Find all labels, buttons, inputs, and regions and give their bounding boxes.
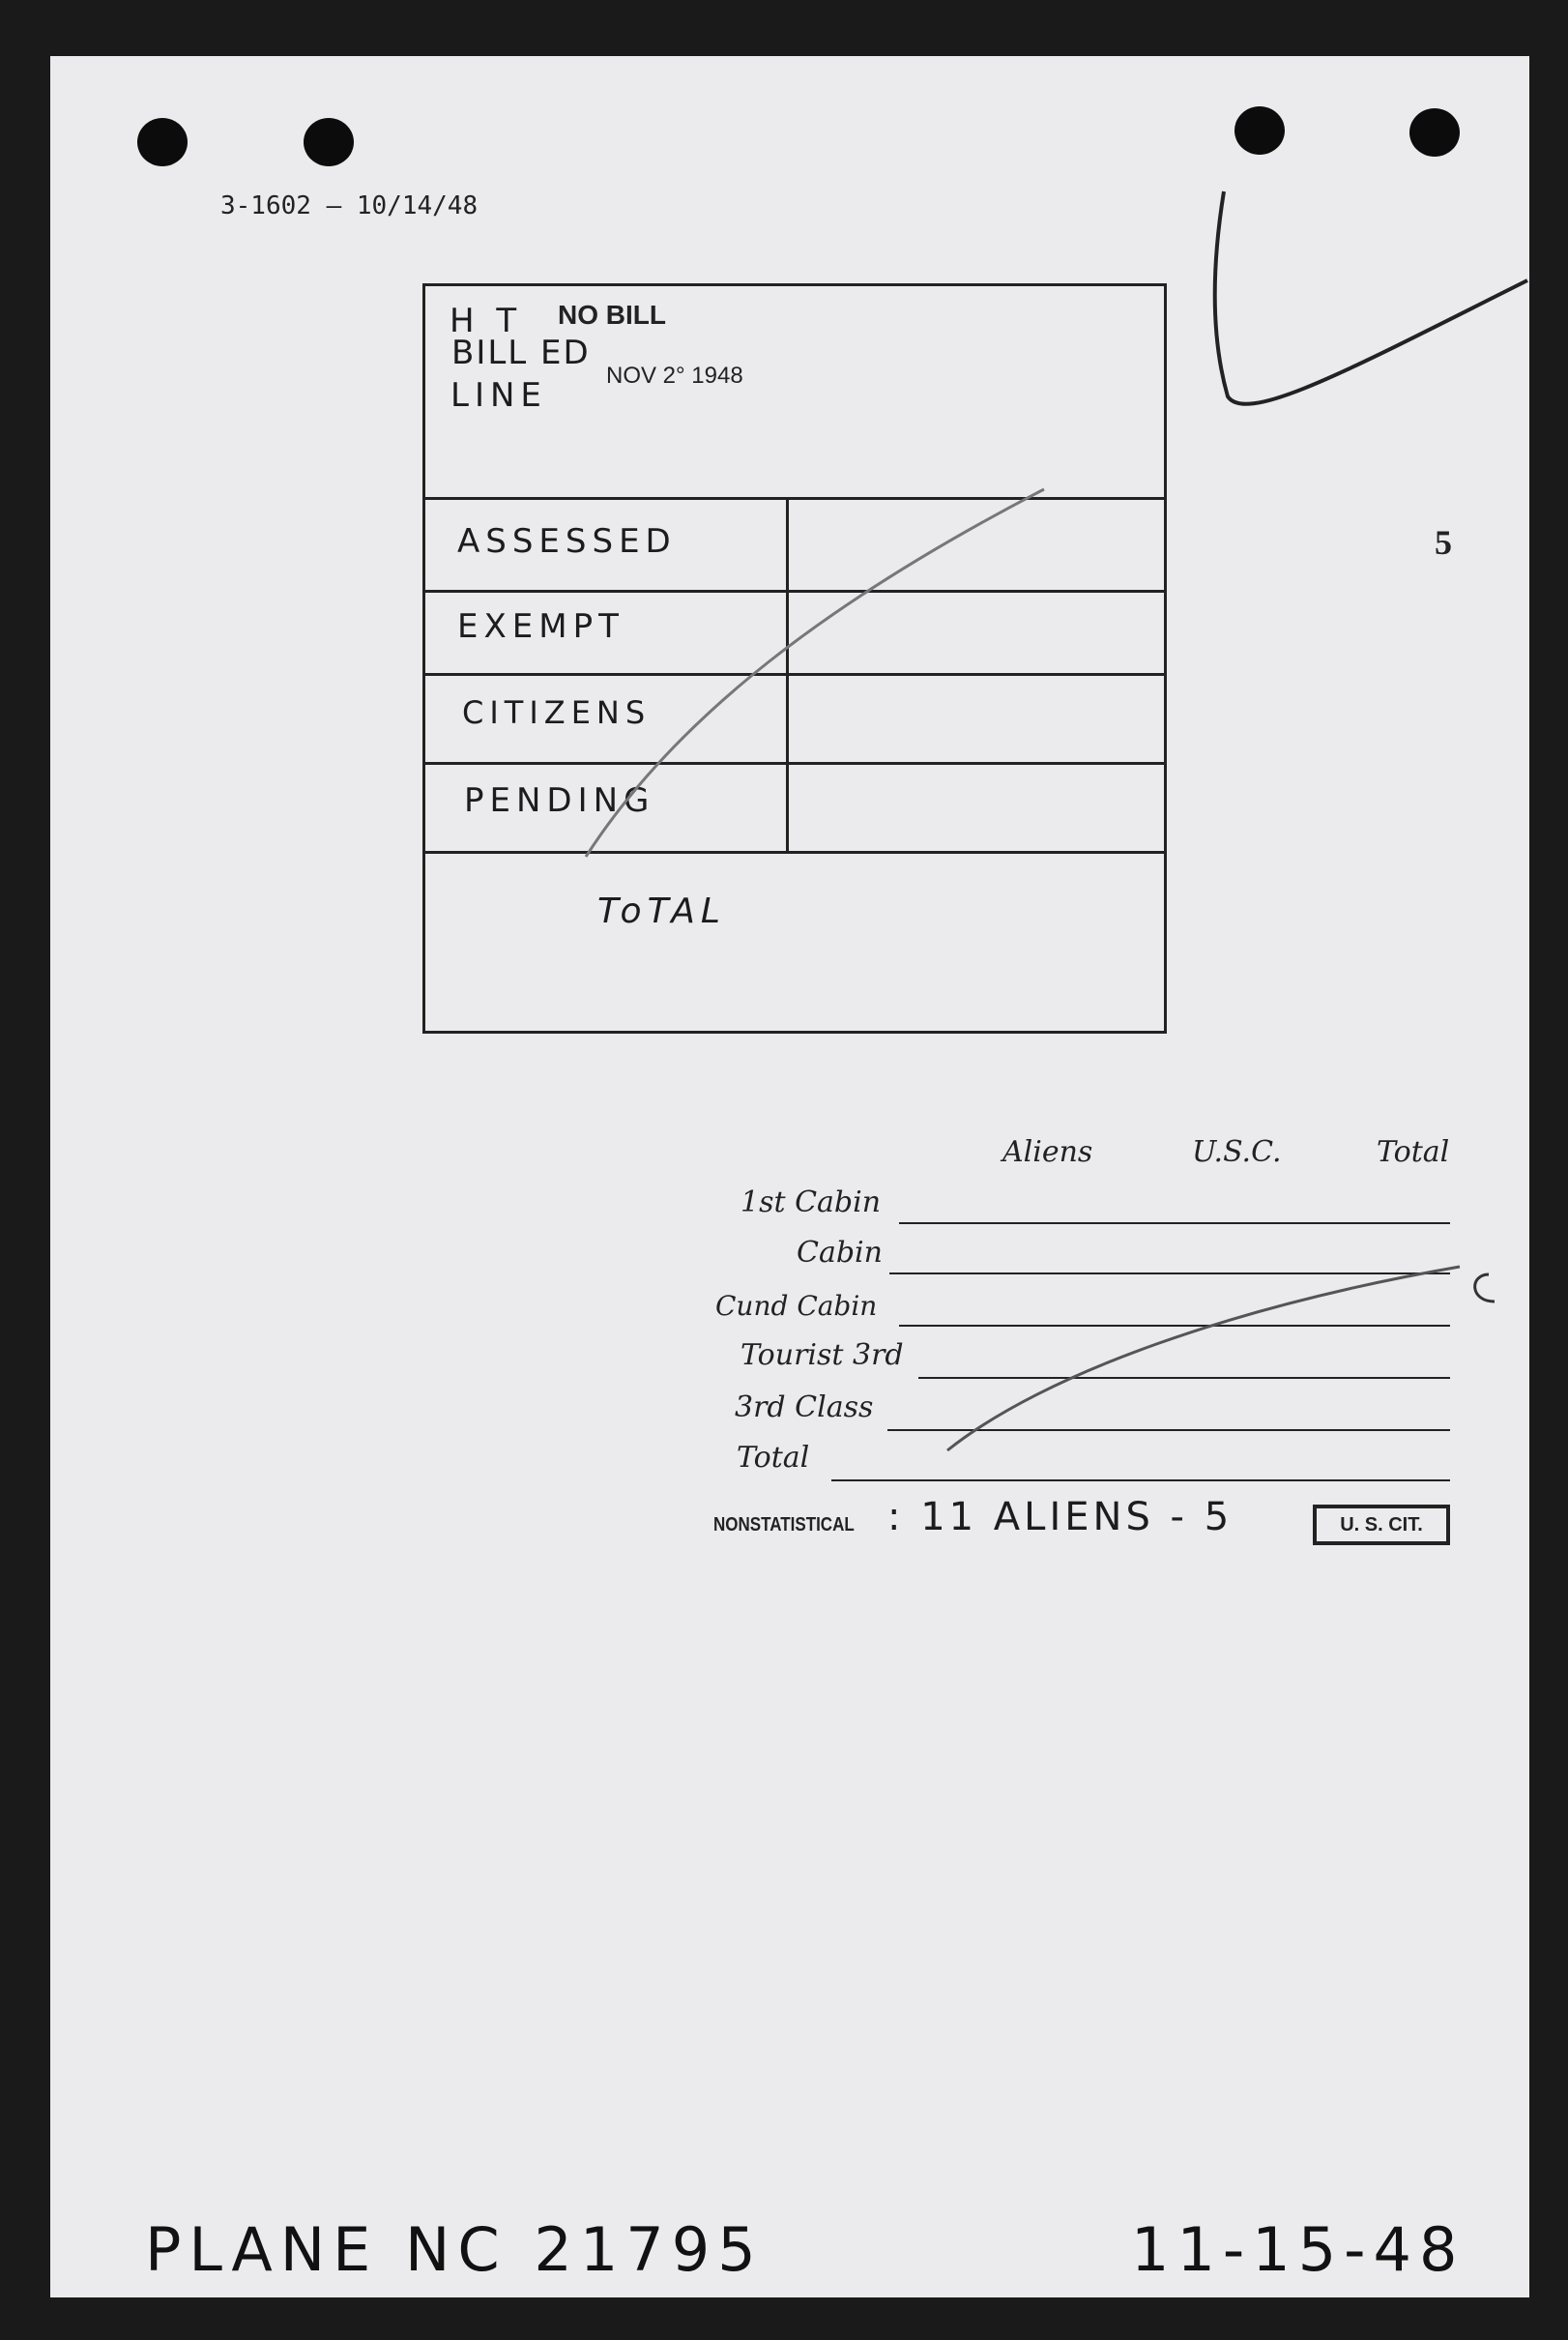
plane-number: PLANE NC 21795 bbox=[145, 2214, 764, 2285]
row-total: Total bbox=[737, 1441, 810, 1475]
box-line-billed: BILL ED bbox=[451, 334, 591, 372]
column-usc: U.S.C. bbox=[1192, 1135, 1282, 1169]
file-number: 3-1602 — 10/14/48 bbox=[220, 191, 479, 220]
row-exempt: EXEMPT bbox=[457, 607, 624, 646]
page-number: 5 bbox=[1435, 523, 1452, 562]
box-slash-stroke bbox=[586, 489, 1044, 857]
row-citizens: CITIZENS bbox=[462, 694, 652, 731]
total-label: ToTAL bbox=[597, 892, 726, 931]
footer-date: 11-15-48 bbox=[1131, 2214, 1466, 2285]
no-bill-stamp: NO BILL bbox=[558, 300, 666, 330]
row-1st-cabin: 1st Cabin bbox=[740, 1185, 882, 1219]
row-3rd-class: 3rd Class bbox=[735, 1390, 874, 1424]
us-cit-stamp: U. S. CIT. bbox=[1313, 1505, 1450, 1545]
date-stamp: NOV 2° 1948 bbox=[606, 363, 743, 389]
nonstatistical-value: : 11 ALIENS - 5 bbox=[887, 1495, 1234, 1539]
row-cund-cabin: Cund Cabin bbox=[715, 1290, 878, 1322]
nonstatistical-label: NONSTATISTICAL bbox=[713, 1514, 855, 1536]
curl-stroke bbox=[1475, 1274, 1495, 1302]
row-assessed: ASSESSED bbox=[457, 522, 677, 561]
column-total: Total bbox=[1377, 1135, 1450, 1169]
row-pending: PENDING bbox=[464, 781, 655, 820]
checkmark-stroke bbox=[1215, 191, 1527, 404]
box-line-ht: H T bbox=[450, 302, 523, 340]
column-aliens: Aliens bbox=[1002, 1135, 1093, 1169]
box-line-line: LINE bbox=[450, 376, 547, 415]
row-cabin: Cabin bbox=[797, 1236, 883, 1270]
table-slash-stroke bbox=[947, 1267, 1460, 1450]
row-tourist-3rd: Tourist 3rd bbox=[740, 1338, 904, 1372]
